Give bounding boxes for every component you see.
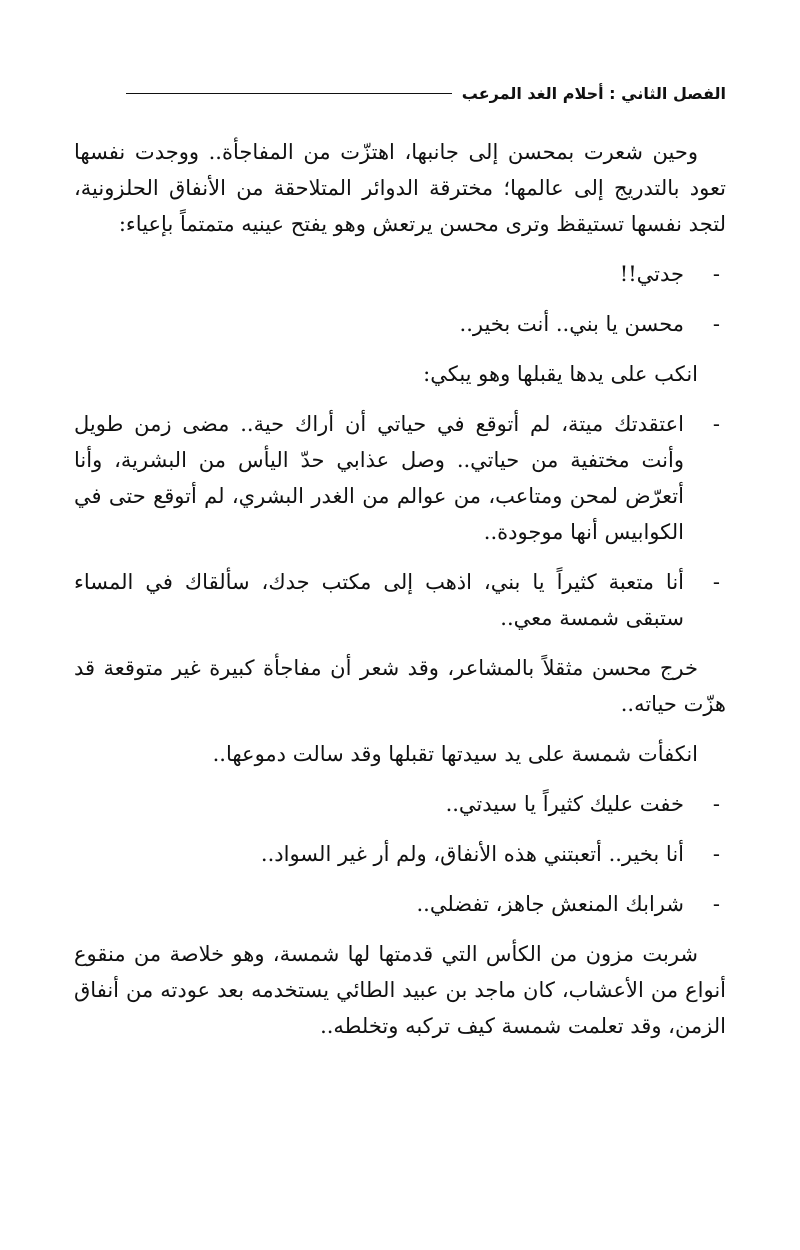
running-header [126,78,726,108]
dialog-dash: - [712,792,720,816]
dialog-line-7 [74,886,726,922]
dialog-line-3 [74,406,726,550]
dialog-dash: - [712,412,720,436]
dialog-text: خفت عليك كثيراً يا سيدتي.. [445,792,684,816]
dialog-text: محسن يا بني.. أنت بخير.. [459,312,684,336]
paragraph-5: شربت مزون من الكأس التي قدمتها لها شمسة، وهو خلاصة من منقوع أنواع من الأعشاب، كان ماجد بن عبيد الطائي يستخدمه بعد عودته من أنفاق الزمن، وقد تعلمت شمسة كيف تركبه وتخلطه.. [74,942,726,1038]
paragraph-3: خرج محسن مثقلاً بالمشاعر، وقد شعر أن مفاجأة كبيرة غير متوقعة قد هزّت حياته.. [74,656,726,716]
dialog-dash: - [712,842,720,866]
dialog-text: أنا بخير.. أتعبتني هذه الأنفاق، ولم أر غير السواد.. [260,842,684,866]
dialog-line-1 [74,256,726,292]
dialog-dash: - [712,262,720,286]
dialog-text: جدتي!! [619,262,684,286]
dialog-dash: - [712,892,720,916]
dialog-line-2 [74,306,726,342]
paragraph-2: انكب على يدها يقبلها وهو يبكي: [423,362,698,386]
dialog-dash: - [712,312,720,336]
dialog-text: أنا متعبة كثيراً يا بني، اذهب إلى مكتب جدك، سألقاك في المساء ستبقى شمسة معي.. [74,570,684,630]
dialog-line-5 [74,786,726,822]
chapter-title: الفصل الثاني : أحلام الغد المرعب [461,83,726,103]
header-rule [126,93,452,94]
paragraph-1: وحين شعرت بمحسن إلى جانبها، اهتزّت من المفاجأة.. ووجدت نفسها تعود بالتدريج إلى عالمها؛ مخترقة الدوائر المتلاحقة من الأنفاق الحلزونية، لتجد نفسها تستيقظ وترى محسن يرتعش وهو يفتح عينيه متمتماً بإعياء: [74,140,726,236]
dialog-line-6 [74,836,726,872]
paragraph-4: انكفأت شمسة على يد سيدتها تقبلها وقد سالت دموعها.. [212,742,698,766]
dialog-text: اعتقدتك ميتة، لم أتوقع في حياتي أن أراك حية.. مضى زمن طويل وأنت مختفية من حياتي.. وصل عذابي حدّ اليأس من البشرية، وأنا أتعرّض لمحن ومتاعب، من عوالم من الغدر البشري، لم أتوقع حتى في الكوابيس أنها موجودة.. [74,412,684,544]
dialog-dash: - [712,570,720,594]
dialog-text: شرابك المنعش جاهز، تفضلي.. [416,892,684,916]
page-body [74,134,726,1044]
dialog-line-4 [74,564,726,636]
